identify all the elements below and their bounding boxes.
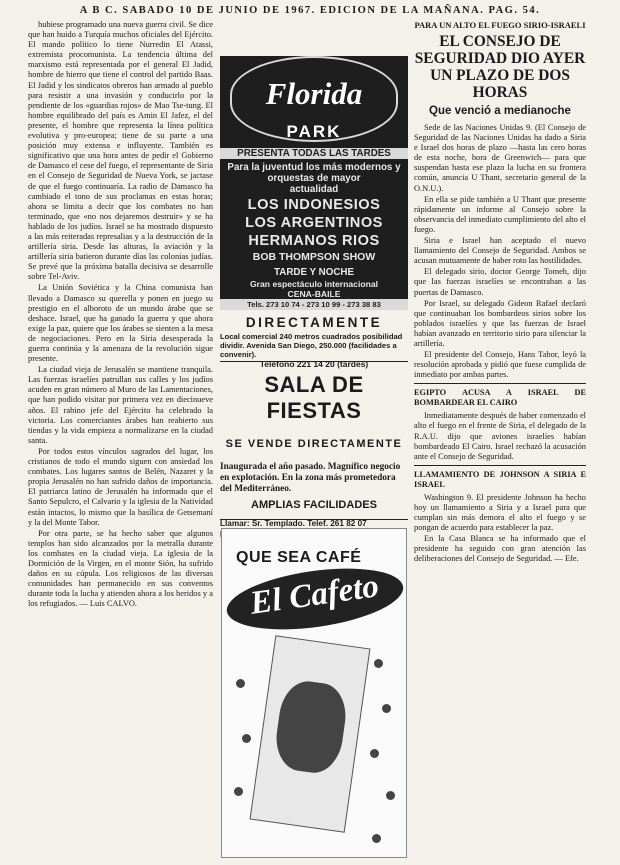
sala-contact: Llamar: Sr. Templado. Telef. 261 82 07 bbox=[220, 519, 367, 528]
left-paragraph: La ciudad vieja de Jerusalén se mantiene tranquila. Las fuerzas israelíes patrullan sus calles y los judíos acuden en gran número al Muro de las Lamentaciones, que han podido visitar por primera vez en diecinueve años. El rabino jefe del Ejército ha celebrado la victoria. Los comerciantes árabes han reabierto sus tiendas y la vida empieza a normalizarse en la ciudad santa. bbox=[28, 365, 213, 445]
cafe-brand-name: El Cafeto bbox=[247, 568, 381, 622]
coffee-bean-icon bbox=[242, 734, 251, 743]
directamente-text: Local comercial 240 metros cuadrados posibilidad dividir. Avenida San Diego, 250.000 (facilidades a convenir). bbox=[220, 332, 403, 359]
cafe-slogan: QUE SEA CAFÉ bbox=[236, 549, 362, 566]
florida-line: HERMANOS RIOS bbox=[248, 233, 380, 249]
left-article-column bbox=[28, 20, 213, 860]
directamente-ad bbox=[220, 314, 408, 369]
florida-line: PRESENTA TODAS LAS TARDES bbox=[220, 148, 408, 159]
cafe-brand-logo bbox=[223, 559, 407, 639]
coffee-bean-icon bbox=[370, 749, 379, 758]
florida-line: actualidad bbox=[289, 184, 339, 195]
sala-title: SALA DE FIESTAS bbox=[264, 372, 364, 423]
florida-line: orquestas de mayor bbox=[267, 173, 361, 184]
florida-line: CENA-BAILE bbox=[287, 289, 341, 299]
article-paragraph: El delegado sirio, doctor George Tomeh, dijo que las fuerzas israelíes se encontraban a las puertas de Damasco. bbox=[414, 267, 586, 297]
left-paragraph: La Unión Soviética y la China comunista han llevado a Damasco su querella y ponen en juego su prestigio en el alboroto de un mundo árabe que se deshace. Israel, que ha ganado la guerra y que ahora exige la paz, quiere que los árabes se sienten a la mesa de negociaciones. Pero en la Siria desesperada la guerra continúa y la amenaza de la revolución sigue presente. bbox=[28, 283, 213, 364]
coffee-bean-icon bbox=[372, 834, 381, 843]
section-heading: EGIPTO ACUSA A ISRAEL DE BOMBARDEAR EL CAIRO bbox=[414, 388, 586, 408]
page-header: A B C. SABADO 10 DE JUNIO DE 1967. EDICION DE LA MAÑANA. PAG. 54. bbox=[79, 5, 541, 16]
section-divider bbox=[414, 465, 586, 466]
directamente-phone: Teléfono 221 14 20 (tardes) bbox=[259, 359, 369, 369]
coffee-bean-icon bbox=[382, 704, 391, 713]
florida-logo-park: PARK bbox=[286, 122, 342, 141]
cafe-ad bbox=[221, 528, 407, 858]
florida-logo-title: Florida bbox=[265, 76, 363, 111]
coffee-bean-icon bbox=[386, 791, 395, 800]
article-paragraph: Sede de las Naciones Unidas 9. (El Consejo de Seguridad de las Naciones Unidas ha dado a Siria e Israel dos horas de plazo —hasta las cero horas de esta noche, hora de Greenwich— para que suspendan hasta ese plazo la lucha en su frontera común, anuncia U Thant, secretario general de la O.N.U.). bbox=[414, 123, 586, 193]
article-headline: EL CONSEJO DE SEGURIDAD DIO AYER UN PLAZO DE DOS HORAS bbox=[414, 33, 586, 101]
directamente-title: DIRECTAMENTE bbox=[245, 315, 383, 330]
left-paragraph: Por otra parte, se ha hecho saber que algunos templos han sido alcanzados por la metralla durante los combates en la ciudad vieja. La iglesia de la Dormición de la Virgen, en el monte Sión, ha sufrido daños en su cúpula. Los religiosos de las diversas comunidades han permanecido en sus conventos durante toda la lucha y atienden ahora a los heridos y a los refugiados. — Luis CALVO. bbox=[28, 528, 213, 609]
florida-line: BOB THOMPSON SHOW bbox=[252, 251, 376, 263]
florida-phones: Tels. 273 10 74 - 273 10 99 - 273 38 83 bbox=[220, 299, 408, 310]
section-paragraph: Washington 9. El presidente Johnson ha hecho hoy un llamamiento a Siria y a Israel para que cumplan sin más demora el alto el fuego y se pongan de acuerdo para establecer la paz. bbox=[414, 492, 586, 533]
article-paragraph: El presidente del Consejo, Hans Tabor, leyó la resolución aprobada y pidió que fuese cumplida de inmediato por ambas partes. bbox=[414, 350, 586, 380]
article-paragraph: En ella se pide también a U Thant que presente rápidamente un informe al Consejo sobre la observancia del inmediato cumplimiento del alto el fuego. bbox=[414, 194, 586, 234]
coffee-bean-icon bbox=[234, 787, 243, 796]
article-paragraph: Siria e Israel han aceptado el nuevo llamamiento del Consejo de Seguridad. Ambos se acusan mutuamente de haber roto las hostilidades. bbox=[414, 236, 586, 266]
sala-subtitle: SE VENDE DIRECTAMENTE bbox=[225, 438, 403, 450]
coffee-bean-icon bbox=[236, 679, 245, 688]
left-paragraph: Por todos estos vínculos sagrados del lugar, los cristianos de todo el mundo siguen con ansiedad los combates. Los lugares santos de Belén, Nazaret y la propia Jerusalén no han sufrido daños de importancia. El patriarca latino de Jerusalén ha informado que el Santo Sepulcro, el Calvario y la iglesia de la Natividad están intactos, lo mismo que la basílica de Getsemaní y la del Monte Tabor. bbox=[28, 446, 213, 527]
coffee-package-image bbox=[250, 635, 371, 833]
florida-line: LOS INDONESIOS bbox=[247, 197, 381, 213]
florida-line: Para la juventud los más modernos y bbox=[227, 162, 401, 173]
article-kicker: PARA UN ALTO EL FUEGO SIRIO-ISRAELI bbox=[414, 20, 586, 30]
section-heading: LLAMAMIENTO DE JOHNSON A SIRIA E ISRAEL bbox=[414, 469, 586, 489]
section-paragraph: En la Casa Blanca se ha informado que el presidente ha seguido con gran atención las deliberaciones del Consejo de Seguridad. — Efe. bbox=[414, 534, 586, 564]
florida-line: LOS ARGENTINOS bbox=[245, 215, 383, 231]
coffee-bean-icon bbox=[374, 659, 383, 668]
coffee-package-label bbox=[272, 678, 350, 776]
florida-park-ad bbox=[220, 56, 408, 310]
right-article-column bbox=[414, 20, 586, 860]
sala-text: Inaugurada el año pasado. Magnífico negocio en explotación. En la zona más prometedora del Mediterráneo. bbox=[220, 462, 401, 494]
florida-line: TARDE Y NOCHE bbox=[273, 267, 355, 278]
section-divider bbox=[414, 383, 586, 384]
sala-facilities: AMPLIAS FACILIDADES bbox=[251, 499, 377, 511]
left-paragraph: hubiese programado una nueva guerra civil. Se dice que han huido a Turquía muchos oficiales del Ejército. El mando político lo tiene Nurredin El Atassi, extremista procomunista. La tendencia última del marxismo está representada por el general El Jadid, hombre de hierro que tiene el control del partido Baas. El Jadid y los sindicatos obreros han armado al pueblo para resistir a una invasión y conducirlo por la pendiente de los «guardias rojos» de Mao Tse-tung. El hombre equilibrado del país es Amin El Jafez, el del presente, el hombre que representa la línea política evolutiva y pro-europea; tiene de su parte a una posición muy extensa e influyente. También es significativo que una hora antes de pedir el Gobierno de Damasco el cese del fuego, el representante de Siria en el Consejo de Seguridad de Nueva York, se jactase de que el fuego continuaría. La radio de Damasco ha cambiado el tono de sus proclamas en estas horas; ahora se limita a decir que los combates no han terminado, que «no nos dejaremos destruir» y se ha hablado de los judíos. Israel se ha mostrado dispuesto a las más reiteradas represalias y a la destrucción de la artillería siria. Desde las alturas, la aviación y la artillería siria batieron durante días las colonias judías. Se prevé que la próxima batalla decisiva se desarrolle sobre Tel-Aviv. bbox=[28, 20, 213, 282]
section-paragraph: Inmediatamente después de haber comenzado el alto el fuego en el frente de Siria, el delegado de la R.A.U. dijo que aviones israelíes habían bombardeado El Cairo. Israel rechazó la acusación ante el Consejo de Seguridad. bbox=[414, 411, 586, 461]
florida-line: Gran espectáculo internacional bbox=[250, 279, 378, 289]
sala-fiestas-ad bbox=[220, 364, 408, 528]
article-subhead: Que venció a medianoche bbox=[429, 105, 571, 117]
article-paragraph: Por Israel, su delegado Gideon Rafael declaró que continuaban los bombardeos sirios sobre los poblados israelíes y que las fuerzas de Israel habían avanzado en territorio sirio para silenciar la artillería. bbox=[414, 298, 586, 348]
